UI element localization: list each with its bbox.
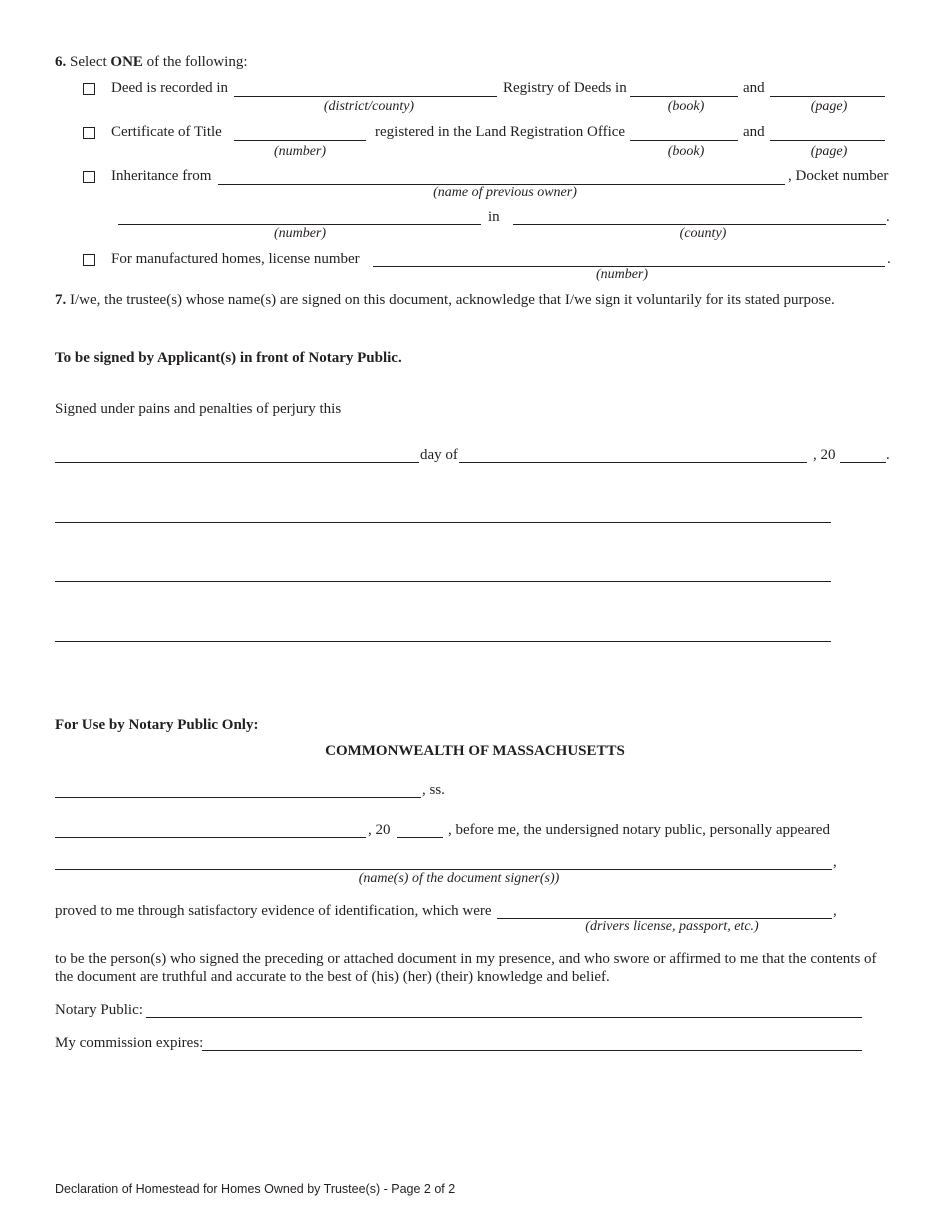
notary-statement-line-2: the document are truthful and accurate to the best of (his) (her) (their) knowledge and belief. — [55, 969, 610, 985]
signer-names-field[interactable] — [55, 869, 832, 870]
inheritance-number-caption: (number) — [273, 226, 327, 241]
certificate-book-caption: (book) — [667, 144, 705, 159]
section-6-pre: Select — [70, 54, 107, 70]
section-7-statement — [55, 292, 835, 309]
inheritance-period: . — [886, 209, 890, 225]
certificate-checkbox[interactable] — [83, 127, 95, 139]
notary-heading-text: For Use by Notary Public Only: — [55, 717, 259, 733]
deed-and: and — [743, 80, 765, 96]
commonwealth-title — [0, 743, 950, 760]
notary-year-prefix: , 20 — [368, 822, 391, 838]
section-6-bold: ONE — [110, 54, 143, 70]
year-prefix: , 20 — [813, 447, 836, 463]
inheritance-number-field[interactable] — [118, 224, 481, 225]
certificate-number-field[interactable] — [234, 140, 366, 141]
certificate-label: Certificate of Title — [111, 124, 222, 140]
manufactured-label: For manufactured homes, license number — [111, 251, 360, 267]
inheritance-docket-label: , Docket number — [788, 168, 889, 184]
section-7-number: 7. — [55, 292, 67, 308]
identification-caption: (drivers license, passport, etc.) — [585, 919, 759, 934]
notary-statement-line-1: to be the person(s) who signed the preceding or attached document in my presence, and who swore or affirmed to me that the contents of — [55, 951, 877, 967]
certificate-registered-label: registered in the Land Registration Office — [375, 124, 626, 140]
deed-registry-label: Registry of Deeds in — [503, 80, 627, 96]
page-footer: Declaration of Homestead for Homes Owned by Trustee(s) - Page 2 of 2 — [55, 1182, 456, 1196]
commission-expires-field[interactable] — [202, 1050, 862, 1051]
deed-book-field[interactable] — [630, 96, 738, 97]
month-field[interactable] — [459, 462, 807, 463]
section-6-post: of the following: — [146, 54, 248, 70]
identification-comma: , — [833, 903, 837, 919]
applicant-signature-line-1[interactable] — [55, 522, 831, 523]
applicant-heading-text: To be signed by Applicant(s) in front of Notary Public. — [55, 350, 402, 366]
notary-public-label: Notary Public: — [55, 1002, 143, 1018]
proved-text: proved to me through satisfactory evidence of identification, which were — [55, 903, 492, 919]
manufactured-period: . — [887, 251, 891, 267]
inheritance-owner-caption: (name of previous owner) — [433, 185, 577, 200]
notary-date-field[interactable] — [55, 837, 366, 838]
certificate-page-caption: (page) — [810, 144, 848, 159]
ss-label: , ss. — [422, 782, 445, 798]
certificate-page-field[interactable] — [770, 140, 885, 141]
section-6-number: 6. — [55, 54, 67, 70]
certificate-book-field[interactable] — [630, 140, 738, 141]
inheritance-label: Inheritance from — [111, 168, 212, 184]
year-field[interactable] — [840, 462, 886, 463]
certificate-number-caption: (number) — [273, 144, 327, 159]
personally-appeared-text: , before me, the undersigned notary public, personally appeared — [448, 822, 830, 838]
year-period: . — [886, 447, 890, 463]
applicant-heading — [55, 350, 402, 367]
inheritance-checkbox[interactable] — [83, 171, 95, 183]
applicant-signature-line-3[interactable] — [55, 641, 831, 642]
county-field[interactable] — [55, 797, 421, 798]
deed-page-caption: (page) — [810, 99, 848, 114]
certificate-and: and — [743, 124, 765, 140]
deed-book-caption: (book) — [667, 99, 705, 114]
signer-names-comma: , — [833, 854, 837, 870]
section-6-heading — [55, 54, 248, 71]
deed-district-field[interactable] — [234, 96, 497, 97]
perjury-statement: Signed under pains and penalties of perjury this — [55, 401, 342, 417]
day-of-label: day of — [420, 447, 458, 463]
notary-public-signature-field[interactable] — [146, 1017, 862, 1018]
deed-page-field[interactable] — [770, 96, 885, 97]
deed-label: Deed is recorded in — [111, 80, 229, 96]
inheritance-in: in — [488, 209, 500, 225]
commission-expires-label: My commission expires: — [55, 1035, 204, 1051]
deed-district-caption: (district/county) — [323, 99, 415, 114]
manufactured-number-caption: (number) — [595, 267, 649, 282]
day-field[interactable] — [55, 462, 419, 463]
applicant-signature-line-2[interactable] — [55, 581, 831, 582]
section-7-text: I/we, the trustee(s) whose name(s) are signed on this document, acknowledge that I/we sign it voluntarily for its stated purpose. — [70, 292, 835, 308]
deed-checkbox[interactable] — [83, 83, 95, 95]
commonwealth-title-text: COMMONWEALTH OF MASSACHUSETTS — [325, 743, 625, 759]
notary-year-field[interactable] — [397, 837, 443, 838]
inheritance-county-caption: (county) — [679, 226, 727, 241]
inheritance-county-field[interactable] — [513, 224, 886, 225]
notary-heading — [55, 717, 258, 734]
signer-names-caption: (name(s) of the document signer(s)) — [358, 871, 560, 886]
manufactured-checkbox[interactable] — [83, 254, 95, 266]
